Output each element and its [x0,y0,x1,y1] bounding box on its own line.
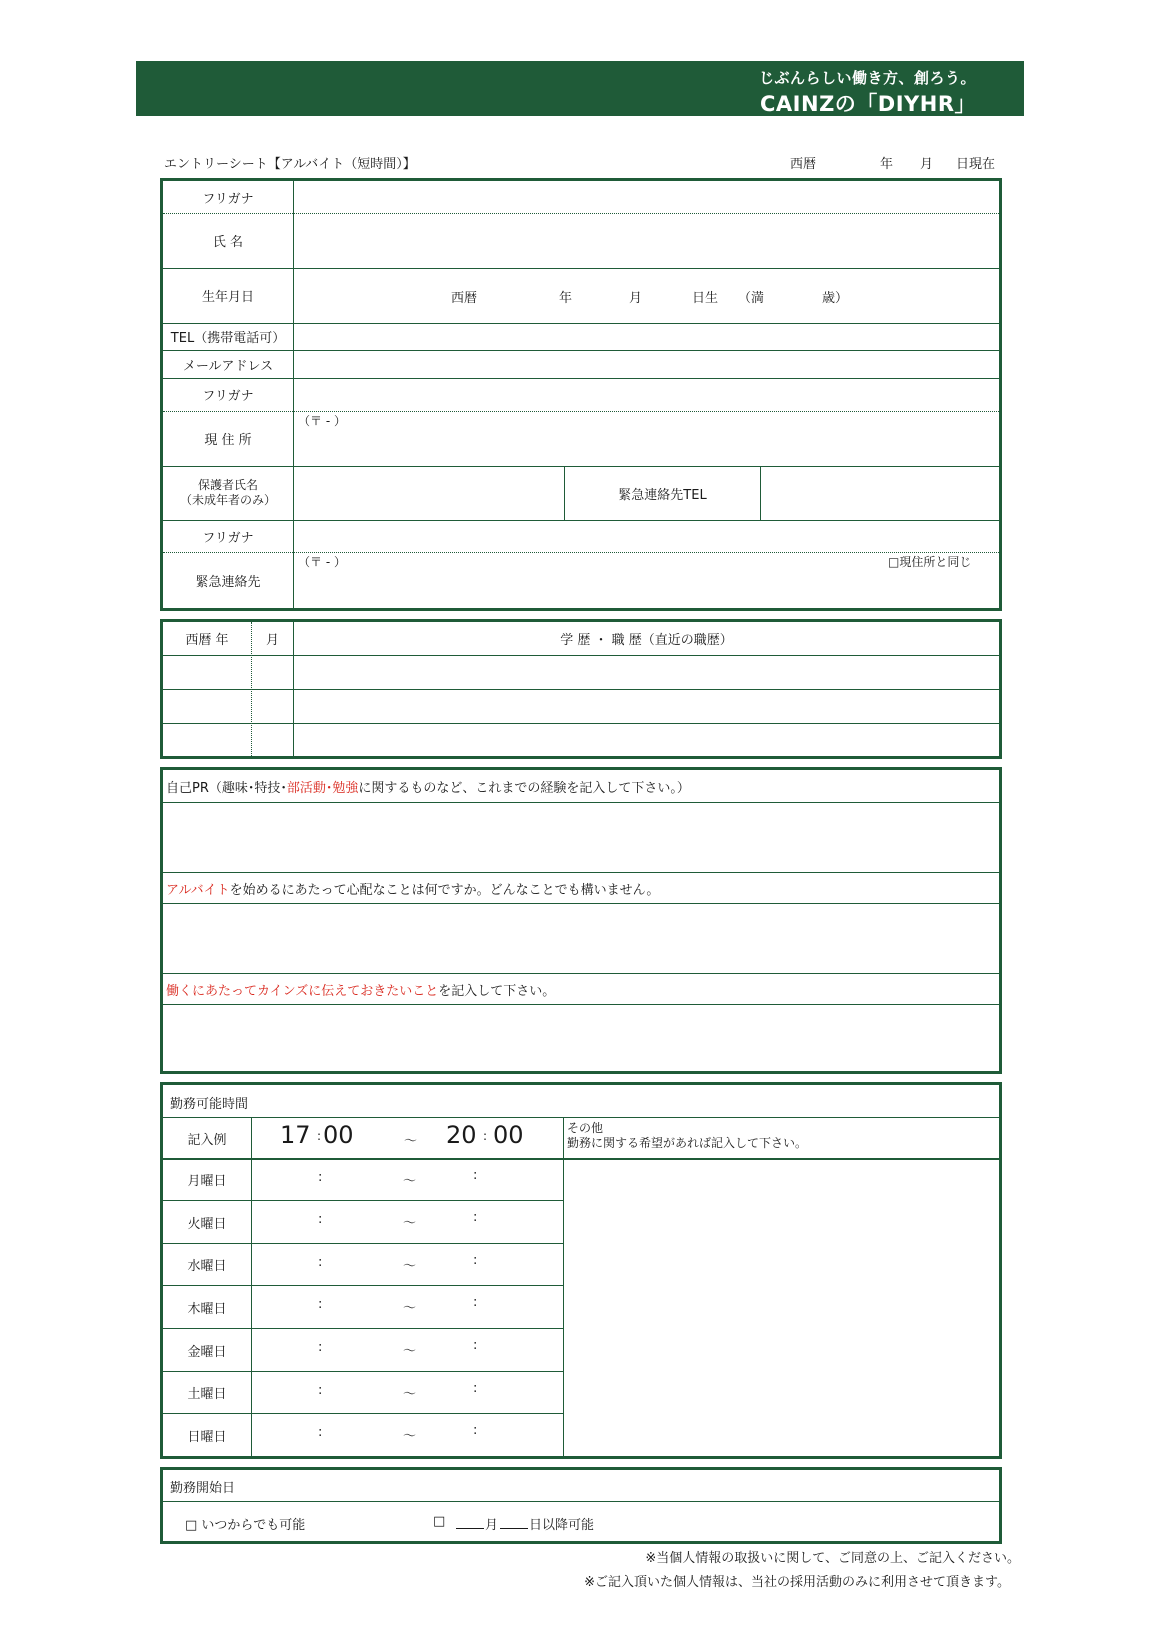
day-row[interactable] [163,1372,563,1413]
end-colon: : [473,1380,478,1396]
other-requests-label [567,1121,807,1151]
brand-logo-text: CAINZの「DIYHR」 [760,92,976,116]
concerns-answer[interactable] [163,904,999,973]
age-close: 歳） [822,291,849,306]
emergency-contact-field[interactable] [294,552,999,608]
personal-info-section [160,178,1002,611]
start-colon: : [318,1382,323,1398]
message-answer[interactable] [163,1005,999,1071]
name-field[interactable] [294,213,999,268]
start-date-section [160,1467,1002,1544]
start-colon: : [318,1212,323,1227]
slogan: じぶんらしい働き方、創ろう。 [758,69,976,87]
start-colon: : [318,1254,323,1270]
brand-banner [136,61,1024,116]
privacy-note-2: ※ご記入頂いた個人情報は、当社の採用活動のみに利用させて頂きます。 [584,1575,1010,1590]
example-end-colon: : [483,1129,488,1143]
age-open: （満 [738,291,765,306]
day-label: 月曜日 [187,1174,227,1189]
start-date-checkbox[interactable]: □ [433,1514,446,1529]
history-row[interactable] [163,690,999,723]
end-colon: : [473,1295,478,1310]
start-colon: : [318,1297,323,1312]
name-label: 氏 名 [212,235,244,250]
furigana-field[interactable] [294,181,999,213]
address-furigana-label: フリガナ [202,389,254,404]
history-section [160,619,1002,759]
other-requests-field[interactable] [564,1160,999,1456]
tilde: ～ [403,1173,417,1189]
emergency-furigana-field[interactable] [294,520,999,552]
day-row[interactable] [163,1286,563,1328]
history-row[interactable] [163,724,999,756]
day-row[interactable] [163,1201,563,1243]
availability-heading: 勤務可能時間 [170,1097,249,1112]
message-question: 働くにあたってカインズに伝えておきたいことを記入して下さい。 [166,984,556,999]
self-pr-question: 自己PR（趣味･特技･部活動･勉強に関するものなど、これまでの経験を記入して下さい。） [166,781,690,796]
tel-field[interactable] [294,323,999,350]
day-row[interactable] [163,1159,563,1200]
end-colon: : [473,1338,478,1353]
history-heading: 学 歴 ・ 職 歴（直近の職歴） [560,633,733,648]
start-colon: : [318,1425,323,1440]
birth-date-field[interactable] [294,268,999,323]
day-label: 金曜日 [187,1344,227,1360]
start-month-blank[interactable] [456,1528,484,1529]
example-tilde: ～ [404,1134,418,1149]
sheet-title: エントリーシート【アルバイト（短時間）】 [164,157,416,172]
emergency-tel-label: 緊急連絡先TEL [618,487,707,503]
date-month: 月 [920,157,934,172]
start-after-label: 日以降可能 [529,1518,595,1533]
end-colon: : [473,1423,478,1438]
example-end-hour: 20 [446,1121,477,1149]
date-era: 西暦 [790,157,817,172]
postal-code: （〒 - ） [298,414,346,428]
address-field[interactable] [294,411,999,466]
tilde: ～ [403,1386,417,1402]
day-label: 木曜日 [187,1301,227,1317]
date-year: 年 [880,157,894,172]
tilde: ～ [403,1344,417,1359]
start-day-blank[interactable] [500,1528,528,1529]
tilde: ～ [403,1301,417,1316]
history-month-header: 月 [265,633,279,648]
guardian-field[interactable] [294,466,564,520]
start-colon: : [318,1340,323,1355]
self-pr-section [160,767,1002,1074]
start-month-label: 月 [485,1518,499,1533]
day-row[interactable] [163,1414,563,1456]
emergency-tel-field[interactable] [761,466,999,520]
tel-label: TEL（携帯電話可） [170,331,286,346]
birth-day: 日生 [692,291,719,306]
end-colon: : [473,1252,478,1268]
self-pr-answer[interactable] [163,803,999,872]
end-colon: : [473,1210,478,1225]
start-colon: : [318,1169,323,1185]
birth-date-label: 生年月日 [201,290,254,305]
birth-month: 月 [629,291,643,306]
example-label: 記入例 [187,1132,227,1148]
other-requests-line1: その他 [567,1121,604,1135]
emergency-contact-label: 緊急連絡先 [195,574,261,590]
same-as-address-checkbox[interactable]: □現住所と同じ [888,555,972,569]
privacy-note-1: ※当個人情報の取扱いに関して、ご同意の上、ご記入ください。 [645,1551,1020,1566]
concerns-question: アルバイトを始めるにあたって心配なことは何ですか。どんなことでも構いません。 [166,883,660,898]
tilde: ～ [403,1429,417,1444]
tilde: ～ [403,1216,417,1231]
history-row[interactable] [163,656,999,689]
address-label: 現 住 所 [204,433,252,448]
address-furigana-field[interactable] [294,378,999,411]
start-anytime-checkbox[interactable]: □ いつからでも可能 [185,1518,306,1533]
emergency-furigana-label: フリガナ [202,530,254,546]
day-label: 日曜日 [187,1429,227,1445]
email-label: メールアドレス [182,358,274,374]
date-as-of: 日現在 [956,157,996,172]
history-year-header: 西暦 年 [185,633,229,648]
day-label: 土曜日 [187,1387,227,1402]
furigana-label: フリガナ [202,191,254,207]
emergency-postal-code: （〒 - ） [298,555,346,569]
example-end-minute: 00 [493,1121,524,1149]
availability-section [160,1082,1002,1459]
end-colon: : [473,1167,478,1183]
day-row[interactable] [163,1329,563,1371]
birth-year: 年 [559,291,573,306]
day-label: 火曜日 [187,1216,227,1232]
guardian-label-line2: （未成年者のみ） [179,493,276,507]
start-date-heading: 勤務開始日 [170,1481,236,1496]
example-start-colon: : [317,1129,322,1143]
tilde: ～ [403,1258,417,1274]
day-row[interactable] [163,1244,563,1285]
guardian-label [163,466,293,520]
email-field[interactable] [294,350,999,378]
other-requests-line2: 勤務に関する希望があれば記入して下さい。 [567,1136,808,1150]
example-start-minute: 00 [323,1121,354,1149]
birth-era: 西暦 [451,291,478,306]
example-start-hour: 17 [280,1121,311,1149]
day-label: 水曜日 [187,1259,227,1274]
guardian-label-line1: 保護者氏名 [197,478,258,492]
